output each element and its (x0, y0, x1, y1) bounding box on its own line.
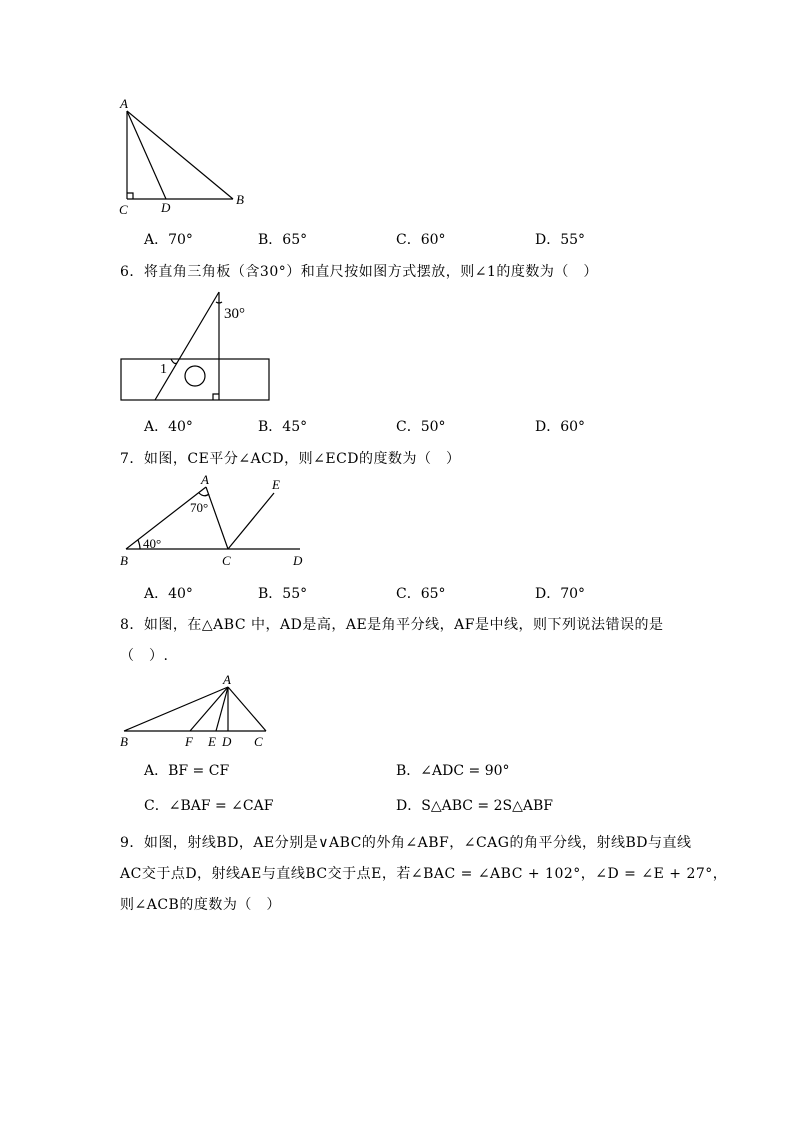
q7-label-70: 70° (190, 500, 209, 515)
q8-label-d: D (222, 734, 232, 749)
q8-option-d[interactable]: D．S△ABC = 2S△ABF (396, 798, 553, 814)
q7-segment-ba (126, 487, 209, 549)
q5-label-a: A (120, 96, 128, 111)
q7-label-40: 40° (143, 536, 162, 551)
q5-segment-ab (127, 111, 233, 199)
q6-label-1: 1 (160, 362, 167, 377)
q6-right-angle-mark (213, 394, 219, 400)
q6-label-30: 30° (224, 306, 245, 322)
q7-angle-b-arc (138, 540, 140, 549)
q9-stem-line1: 9．如图，射线BD，AE分别是∨ABC的外角∠ABF，∠CAG的角平分线，射线BD与直线 (120, 835, 692, 851)
q6-option-b[interactable]: B．45° (258, 419, 308, 435)
q8-label-f: F (185, 734, 193, 749)
q6-ruler-hole (185, 366, 205, 386)
q5-segment-ad (127, 111, 166, 199)
q7-label-c: C (222, 553, 231, 568)
q8-stem-line2: （ ）. (120, 648, 169, 664)
q8-option-a[interactable]: A．BF = CF (144, 763, 230, 779)
q7-label-d: D (293, 553, 303, 568)
q5-option-c[interactable]: C．60° (396, 232, 446, 248)
q8-option-b[interactable]: B．∠ADC = 90° (396, 763, 510, 779)
q8-segment-ac (228, 687, 266, 731)
q7-option-d[interactable]: D．70° (535, 586, 586, 602)
q5-right-angle-mark (127, 193, 133, 199)
q7-label-b: B (120, 553, 128, 568)
q5-label-d: D (161, 200, 171, 215)
q5-option-d[interactable]: D．55° (535, 232, 586, 248)
q5-option-b[interactable]: B．65° (258, 232, 308, 248)
q6-angle-1-arc (171, 359, 177, 364)
q7-option-a[interactable]: A．40° (144, 586, 193, 602)
q6-option-d[interactable]: D．60° (535, 419, 586, 435)
q7-option-c[interactable]: C．65° (396, 586, 446, 602)
q5-figure (112, 95, 252, 220)
q8-label-c: C (254, 734, 263, 749)
q8-label-a: A (223, 672, 231, 687)
q8-label-b: B (120, 734, 128, 749)
q7-label-e: E (272, 477, 280, 492)
q8-segment-ab (124, 687, 228, 731)
q7-segment-ac (206, 487, 228, 549)
q7-stem: 7．如图，CE平分∠ACD，则∠ECD的度数为（ ） (120, 451, 461, 467)
q6-option-a[interactable]: A．40° (144, 419, 193, 435)
q5-label-b: B (236, 192, 244, 207)
q9-stem-line2: AC交于点D，射线AE与直线BC交于点E，若∠BAC = ∠ABC + 102°，∠D = ∠E + 27°， (120, 866, 728, 882)
q6-stem: 6．将直角三角板（含30°）和直尺按如图方式摆放，则∠1的度数为（ ） (120, 264, 598, 280)
q6-triangle-hypotenuse (155, 292, 219, 400)
q6-figure (118, 290, 276, 405)
q7-option-b[interactable]: B．55° (258, 586, 308, 602)
q7-ray-ce (228, 493, 274, 549)
q7-label-a: A (201, 472, 209, 487)
q8-option-c[interactable]: C．∠BAF = ∠CAF (144, 798, 274, 814)
q8-figure (112, 672, 272, 752)
q6-option-c[interactable]: C．50° (396, 419, 446, 435)
q5-option-a[interactable]: A．70° (144, 232, 193, 248)
q7-angle-a-arc (199, 493, 209, 496)
q7-figure (112, 472, 312, 572)
q8-label-e: E (208, 734, 216, 749)
q9-stem-line3: 则∠ACB的度数为（ ） (120, 897, 281, 913)
q6-ruler (121, 359, 269, 400)
q5-label-c: C (119, 202, 128, 217)
q8-stem-line1: 8．如图，在△ABC 中，AD是高，AE是角平分线，AF是中线，则下列说法错误的是 (120, 617, 664, 633)
